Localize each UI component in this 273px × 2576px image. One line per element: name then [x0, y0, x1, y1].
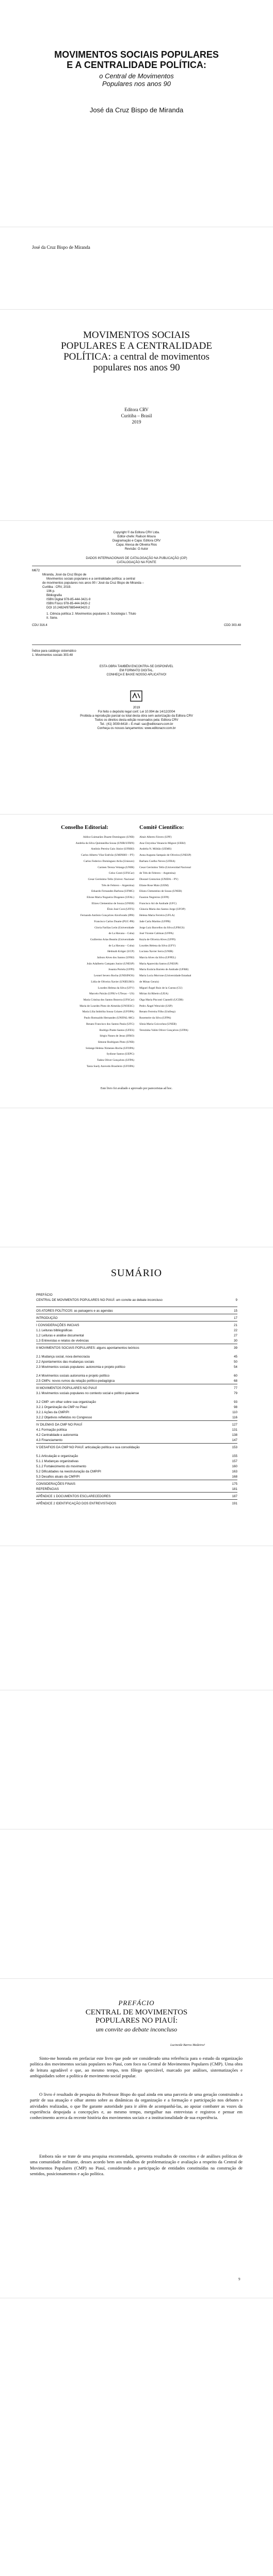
toc-page-number: 168	[232, 1475, 237, 1479]
toc-row[interactable]	[36, 1411, 237, 1415]
toc-page-number: 110	[232, 1411, 237, 1414]
scientific-committee-member: Terezinha Valim Oliver Gonçalves (UFPA)	[139, 1028, 188, 1032]
editorial-council-member: Sydione Santos (UEPG)	[106, 1053, 134, 1056]
toc-page-number: 153	[232, 1446, 237, 1449]
editorial-council-member: Celso Conti (UFSCar)	[108, 872, 134, 875]
cover-page	[0, 0, 273, 227]
scientific-committee-member: Luciana Xavier Serra (UNIR)	[139, 950, 173, 954]
toc-entry-text: APÊNDICE 2 IDENTIFICAÇÃO DOS ENTREVISTADOS	[36, 1502, 116, 1505]
editorial-council-member: Francisco Carlos Duarte (PUC-PR)	[94, 920, 134, 923]
toc-row[interactable]	[36, 1470, 237, 1474]
preface-paragraph: Embora não se trate de uma pesquisa encomendada, apresenta resultados de conceitos e de análises políticas de uma comunidade militante, desses acordo bem aos trabalhos de problematização e avaliação a respeito da Central de Movimentos Populares (CMP) no Piauí, considerando a participação de entidades constituídas na construção de sentidos, posicionamentos e ação política.	[30, 2154, 243, 2176]
editorial-council-member: Maria de Lourdes Pinto de Almeida (UNOESC)	[79, 1004, 134, 1008]
toc-page-number: 127	[232, 1423, 237, 1427]
catalog-contact: 2019 Foi feito o depósito legal conf. Lei 10.994 de 14/12/2004 Proibida a reprodução parcial ou total desta obra sem autorização da Editora CRV Todos os direitos desta edição reservados pela: Editora CRV Tel.: (41) 3039-6418 – E-mail: sac@editoracrv.com.br Conheça os nossos lançamentos: www.editoracrv.com.br	[80, 706, 193, 730]
scientific-committee-member: Olga Maria Pisconti Ciantelli (UCDB)	[139, 998, 183, 1002]
editorial-council-member: Fernando Antônio Gonçalves Alcoforado (IPB)	[80, 914, 134, 918]
editorial-council-member: Guillermo Arias Beatón (Universidade	[90, 938, 134, 941]
editorial-council-member: Élsio José Corá (UFFS)	[107, 908, 134, 911]
toc-entry-text: 4.3 Financiamento	[36, 1438, 62, 1442]
page-divider	[0, 1978, 273, 1979]
toc-row[interactable]	[36, 1346, 237, 1350]
toc-row[interactable]	[36, 1324, 237, 1328]
toc-row[interactable]	[36, 1465, 237, 1469]
toc-page-number: 27	[234, 1334, 237, 1337]
preface-subtitle: um convite ao debate inconcluso	[95, 2026, 178, 2033]
toc-row[interactable]	[36, 1433, 237, 1437]
scientific-committee-member: Andréia N. Militão (UEMS)	[139, 848, 172, 851]
toc-entry-text: IV DILEMAS DA CMP NO PIAUÍ	[36, 1423, 82, 1427]
scientific-committee-member: Jorge Luiz Barcellos da Silva (UFRGS)	[139, 926, 185, 929]
scientific-committee-member: Marcia Alves da Silva (UFPEL)	[139, 956, 176, 960]
scientific-committee-member: Renato Ferreira Filho (Unifesp)	[139, 1010, 175, 1014]
toc-entry-text: 1.1 Leituras bibliográficas	[36, 1329, 73, 1332]
toc-row[interactable]	[36, 1438, 237, 1443]
toc-row[interactable]	[36, 1392, 237, 1396]
editorial-council-member: Eduardo Fernandes Barbosa (UFMG)	[91, 890, 134, 893]
toc-page-number: 191	[232, 1502, 237, 1505]
editorial-council-member: Maria Cristina dos Santos Bezerra (UFSCar)	[83, 998, 134, 1002]
editorial-council-heading: Conselho Editorial:	[61, 824, 108, 831]
toc-page-number: 17	[234, 1316, 237, 1320]
editorial-council-member: Gloria Fariñas León (Universidade	[94, 926, 134, 929]
scientific-committee-member: Rosemeire da Silva (UFPA)	[139, 1016, 171, 1020]
editorial-council-member: Lourdes Helena da Silva (UFV)	[98, 986, 134, 990]
toc-page-number: 22	[234, 1329, 237, 1332]
scientific-committee-member: de Minas Gerais)	[139, 980, 159, 984]
scientific-committee-member: Helena Maria Ferreira (UFLA)	[139, 914, 175, 918]
toc-entry-text: 5.3 Desafios atuais da CMP/PI	[36, 1475, 80, 1479]
title-page-year: 2019	[132, 419, 141, 425]
toc-entry-text: I CONSIDERAÇÕES INICIAIS	[36, 1324, 79, 1327]
toc-page-number: 39	[234, 1346, 237, 1350]
toc-page-number: 60	[234, 1374, 237, 1378]
catalog-index: Índice para catálogo sistemático 1. Movimentos sociais 303.48	[32, 650, 76, 657]
summary-title: SUMÁRIO	[110, 1267, 163, 1279]
toc-entry-text: 2.5 CMPs: novos rumos da relação político-pedagógica	[36, 1379, 115, 1383]
scientific-committee-member: Maria Aparecida Santos (UNESP)	[139, 962, 179, 965]
toc-entry-text: PREFÁCIO	[36, 1293, 53, 1297]
scientific-committee-member: Jade Carla Martins (UFPR)	[139, 920, 171, 923]
scientific-committee-member: Fauston Negreiros (UFPI)	[139, 896, 169, 900]
editorial-council-member: Três de Febrero – Argentina)	[101, 884, 134, 887]
editorial-council-member: Rodrigo Pratte-Santos (UFES)	[99, 1028, 134, 1032]
toc-page-number: 54	[234, 1365, 237, 1369]
scientific-committee-member: Pedro Ángel Wencisle (USP)	[139, 1004, 173, 1008]
preface-paragraph: Sinto-me honrada em prefaciar este livro que pode ser considerado uma referência para o estudo da organização política dos movimentos sociais populares no Piauí, com foco na Central de Movimentos Populares (CMP). Uma obra de leitura agradável e que, ao mesmo tempo, tem fôlego apreciável, marcado por análises, sistematizações e ambiguidades sobre a política de movimento social popular.	[30, 2056, 243, 2078]
editorial-council-member: Renato Francisco dos Santos Paula (UFG)	[86, 1022, 134, 1026]
toc-entry-text: V DESAFIOS DA CMP NO PIAUÍ: articulação política e sua consolidação	[36, 1446, 140, 1449]
toc-entry-text: 5.1.1 Mudanças organizativas	[36, 1460, 79, 1463]
editorial-council-member: Paulo Romualdo Hernandes (UNIFAL-MG)	[84, 1016, 134, 1020]
editorial-council-member: Sérgio Nunes de Jesus (IFRO)	[100, 1035, 134, 1038]
editorial-council-member: Solange Helena Ximenes-Rocha (UFOPA)	[85, 1046, 134, 1050]
toc-entry-text: 3.1 Movimentos sociais populares no contexto social e político piauiense	[36, 1392, 139, 1395]
toc-page-number: 163	[232, 1470, 237, 1473]
toc-row[interactable]	[36, 1355, 237, 1359]
toc-entry-text: 2.2 Apontamentos das mudanças sociais	[36, 1360, 94, 1364]
toc-row[interactable]	[36, 1502, 237, 1506]
scientific-committee-member: Ana Chrystina Venancio Mignot (UERJ)	[139, 841, 186, 845]
cip-entry: M672 Miranda, José da Cruz Bispo de Movimentos sociais populares e a centralidade política: a central de movimentos populares nos anos 90 / José da Cruz Bispo de Miranda – Curitiba : CRV, 2019. 196 p. Bibliografia ISBN Digital 978-85-444-3421-9 ISBN Físico 978-85-444-3420-2 DOI 10.24824/978854443420.2 1. Ciência política 2. Movimentos populares 3. Sociologia I. Título II. Série. CDU 316.4 CDD 303.48	[32, 569, 241, 627]
toc-row[interactable]	[36, 1487, 237, 1492]
editorial-council-member: Carlos Alberto Vilar Estêvão (UMINHO – PT)	[81, 854, 134, 857]
toc-row[interactable]	[36, 1400, 237, 1404]
editorial-council-member: Leonel Severo Rocha (UNISINOS)	[93, 974, 134, 978]
toc-page-number: 160	[232, 1465, 237, 1468]
editorial-council-member: de La Havana – Cuba)	[108, 932, 134, 936]
toc-row[interactable]	[36, 1339, 237, 1343]
toc-entry-text: 3.2.1 Organização da CMP no Piauí	[36, 1405, 87, 1409]
toc-page-number: 116	[232, 1416, 237, 1419]
toc-divider	[36, 1420, 237, 1421]
toc-page-number: 9	[235, 1298, 237, 1302]
catalog-credits: Copyright © da Editora CRV Ltda. Editor-chefe: Railson Moura Diagramação e Capa: Editora CRV Capa: Alexsa de Oliveira Rios Revisão: O Autor	[112, 531, 161, 551]
toc-row[interactable]	[36, 1475, 237, 1479]
toc-page-number: 45	[234, 1355, 237, 1359]
editorial-council-member: Tadeu Oliver Gonçalves (UFPA)	[97, 1059, 134, 1062]
toc-entry-text: REFERÊNCIAS	[36, 1487, 59, 1491]
editorial-council-member: Andréia da Silva Quintanilha Sousa (UNIR/UFRN)	[75, 841, 134, 845]
toc-row[interactable]	[36, 1423, 237, 1427]
preface-paragraph: O livro é resultado de pesquisa do Professor Bispo do qual ainda em uma parceria de uma geração construindo a partir de sua atuação e olhar atento sobre as dinâmicas da organização e a formação e participação nos debates e atividades realizadas, o que lhe garante autoridade para ir além de acompanhá-las, ao apoiar combater as vozes da experiência despojada a concepções e, ao mesmo tempo, mergulhar nas entrevistas e registros e pensar em conhecimento acerca da recente história dos movimentos sociais e a institucionalidade de sua experiência.	[30, 2092, 243, 2121]
toc-entry-text: 2.4 Movimentos sociais autonomia e projeto político	[36, 1374, 110, 1378]
toc-page-number: 181	[232, 1487, 237, 1491]
editorial-council-member: Marcelo Paixão (UFRJ e UTexas – US)	[89, 992, 134, 996]
toc-entry-text: CENTRAL DE MOVIMENTOS POPULARES NO PIAUÍ: um convite ao debate inconcluso	[36, 1298, 163, 1302]
cip-heading: DADOS INTERNACIONAIS DE CATALOGAÇÃO NA PUBLICAÇÃO (CIP) CATALOGAÇÃO NA FONTE	[86, 557, 187, 564]
editorial-council-member: Jailson Alves dos Santos (UFRJ)	[97, 956, 134, 960]
toc-entry-text: 4.2 Centralidade e autonomia	[36, 1433, 78, 1437]
publisher-logo-icon	[130, 690, 142, 702]
toc-row[interactable]	[36, 1446, 237, 1450]
editorial-council-member: Josania Portela (UFPI)	[108, 968, 134, 972]
toc-page-number: 157	[232, 1460, 237, 1463]
editorial-council-member: Simone Rodrigues Pinto (UNB)	[98, 1040, 134, 1044]
scientific-committee-member: Keyla de Oliveira Alves (UFPI)	[139, 938, 175, 941]
toc-page-number: 30	[234, 1339, 237, 1343]
toc-page-number: 147	[232, 1438, 237, 1442]
editorial-council-member: de La Havana – Cuba)	[108, 944, 134, 947]
toc-row[interactable]	[36, 1334, 237, 1338]
editorial-council-member: Elione Maria Nogueira Diogenes (UFAL)	[87, 896, 134, 900]
toc-row[interactable]	[36, 1416, 237, 1420]
toc-page-number: 131	[232, 1428, 237, 1432]
page-divider	[0, 814, 273, 815]
editorial-council-member: Aldira Guimarães Duarte Domínguez (UNB)	[83, 836, 134, 839]
toc-row[interactable]	[36, 1379, 237, 1383]
scientific-committee-member: Anna Augusta Sampaio de Oliveira (UNESP)	[139, 854, 191, 857]
scientific-committee-member: Cesar Gerónimo Tello (Universidad Nacional	[139, 866, 191, 869]
toc-page-number: 50	[234, 1360, 237, 1364]
toc-row[interactable]	[36, 1293, 237, 1297]
toc-page-number: 93	[234, 1400, 237, 1404]
scientific-committee-member: Barbara Coelho Neves (UFBA)	[139, 859, 175, 863]
toc-page-number: 155	[232, 1454, 237, 1458]
editorial-council-member: Carmen Tereza Velanga (UNIR)	[98, 866, 134, 869]
toc-entry-text: III MOVIMENTOS POPULARES NO PIAUÍ	[36, 1386, 97, 1390]
half-title-author: José da Cruz Bispo de Miranda	[32, 245, 90, 250]
toc-row[interactable]	[36, 1454, 237, 1459]
toc-entry-text: 3.2.2 Objetivos refletidos no Congresso	[36, 1416, 92, 1419]
toc-row[interactable]	[36, 1365, 237, 1369]
toc-row[interactable]	[36, 1329, 237, 1333]
title-page-title: MOVIMENTOS SOCIAIS POPULARES E A CENTRALIDADE POLÍTICA: a central de movimentos populares nos anos 90	[61, 330, 212, 373]
toc-entry-text: 3.2 CMP: um olhar sobre sua organização	[36, 1400, 96, 1404]
toc-entry-text: INTRODUÇÃO	[36, 1316, 58, 1320]
scientific-committee-member: Mirian Sá Ribeiro (UEA)	[139, 992, 169, 996]
toc-page-number: 68	[234, 1379, 237, 1383]
editorial-council-member: Cesar Gerónimo Tello (Univer. Nacional	[88, 877, 134, 881]
toc-entry-text: OS ATORES POLÍTICOS: as paisagens e as agendas	[36, 1309, 113, 1313]
toc-entry-text: APÊNDICE 1 DOCUMENTOS ESCLARECEDORES	[36, 1495, 111, 1498]
editorial-council-member: Maria Lília Imbiriba Sousa Colares (UFOPA)	[82, 1010, 134, 1014]
scientific-committee-member: Lourdes Helena da Silva (UFV)	[139, 944, 176, 947]
scientific-committee-member: Altair Alberto Fávero (UPF)	[139, 836, 172, 839]
page-divider	[0, 520, 273, 521]
toc-page-number: 138	[232, 1433, 237, 1437]
editorial-council-member: Carlos Federico Dominguez Avila (Unieuro)	[84, 859, 134, 863]
toc-entry-text: 1.3 Entrevistas e relatos de vivências	[36, 1339, 89, 1343]
scientific-committee-member: Maria Lucia Morrone (Universidade Estadual	[139, 974, 191, 978]
council-footer: Este livro foi avaliado e aprovado por pareceristas ad hoc.	[100, 1087, 173, 1090]
scientific-committee-member: Sônia Maria Goicochea (UNEB)	[139, 1022, 176, 1026]
toc-entry-text: 3.2.1 Ações da CMP/PI	[36, 1411, 69, 1414]
toc-entry-text: 1.2 Leituras e análise documental	[36, 1334, 84, 1337]
toc-page-number: 79	[234, 1392, 237, 1395]
toc-divider	[36, 1492, 237, 1493]
toc-row[interactable]	[36, 1495, 237, 1499]
toc-page-number: 15	[234, 1309, 237, 1313]
toc-row[interactable]	[36, 1482, 237, 1486]
cover-subtitle: o Central de Movimentos Populares nos anos 90	[99, 72, 174, 88]
toc-row[interactable]	[36, 1460, 237, 1464]
editorial-council-member: Elizeu Clementino de Souza (UNEB)	[91, 902, 134, 905]
toc-entry-text: 2.3 Movimentos sociais populares: autonomia e projeto político	[36, 1365, 125, 1369]
title-page-publisher: Editora CRV	[124, 407, 149, 412]
editorial-council-member: João Adalberto Campato Junior (UNESP)	[87, 962, 134, 965]
toc-row[interactable]	[36, 1360, 237, 1364]
toc-row[interactable]	[36, 1374, 237, 1378]
toc-divider	[36, 1499, 237, 1500]
toc-entry-text: 5.1.2 Fortalecimento do movimento	[36, 1465, 86, 1468]
preface-heading: PREFÁCIO	[118, 1999, 155, 2007]
page-divider	[0, 309, 273, 310]
preface-title: CENTRAL DE MOVIMENTOS POPULARES NO PIAUÍ:	[85, 2008, 188, 2025]
scientific-committee-member: Gláucia Maria dos Santos Jorge (UFOP)	[139, 908, 185, 911]
cover-title: MOVIMENTOS SOCIAIS POPULARES E A CENTRALIDADE POLÍTICA:	[54, 49, 219, 70]
title-page-city: Curitiba – Brasil	[121, 413, 152, 418]
toc-row[interactable]	[36, 1428, 237, 1432]
toc-entry-text: CONSIDERAÇÕES FINAIS	[36, 1482, 75, 1486]
toc-entry-text: 5.1 Articulação e organização	[36, 1454, 78, 1458]
toc-entry-text: 2.1 Mudança social, nova democracia	[36, 1355, 90, 1359]
toc-row[interactable]	[36, 1316, 237, 1320]
catalog-rights: ESTA OBRA TAMBÉM ENCONTRA-SE DISPONÍVEL EM FORMATO DIGITAL. CONHEÇA E BAIXE NOSSO APLICATIVO!	[99, 665, 174, 676]
toc-row[interactable]	[36, 1386, 237, 1391]
editorial-council-member: Antônio Pereira Gaio Júnior (UFRRJ)	[91, 848, 134, 851]
toc-row[interactable]	[36, 1405, 237, 1410]
toc-entry-text: 5.2 Dificuldades na reestruturação da CMP/PI	[36, 1470, 101, 1473]
scientific-committee-list	[139, 835, 237, 1033]
toc-row[interactable]	[36, 1309, 237, 1313]
toc-page-number: 187	[232, 1495, 237, 1498]
cover-author: José da Cruz Bispo de Miranda	[89, 106, 184, 114]
editorial-council-list	[41, 835, 134, 1070]
scientific-committee-member: Eliane Rose Maio (UEM)	[139, 884, 169, 887]
scientific-committee-member: Miguel Ángel Ruiz de la Cuesta (CU)	[139, 986, 183, 990]
page-number: 9	[238, 2277, 240, 2281]
toc-entry-text: 4.1 Formação política	[36, 1428, 67, 1432]
toc-row[interactable]	[36, 1298, 237, 1302]
scientific-committee-member: Maria Eurácia Barreto de Andrade (UFRB)	[139, 968, 189, 972]
scientific-committee-member: Elizeu Clementino de Souza (UNEB)	[139, 890, 182, 893]
preface-author: Lucineide Barros Medeiros¹	[170, 2044, 205, 2047]
scientific-committee-member: Francisco Ari de Andrade (UFC)	[139, 902, 177, 905]
scientific-committee-member: de Três de Febrero – Argentina)	[139, 872, 176, 875]
toc-page-number: 175	[232, 1482, 237, 1486]
toc-entry-text: II MOVIMENTOS SOCIAIS POPULARES: alguns apontamentos teóricos	[36, 1346, 139, 1350]
toc-divider	[36, 1443, 237, 1444]
toc-page-number: 98	[234, 1405, 237, 1409]
toc-page-number: 21	[234, 1324, 237, 1327]
editorial-council-member: Tania Suely Azevedo Brasileiro (UFOPA)	[86, 1064, 134, 1068]
scientific-committee-member: Diosnel Centurion (UNIDA – PY)	[139, 877, 179, 881]
editorial-council-member: Helmuth Krüger (UCP)	[107, 950, 134, 954]
scientific-committee-member: José Vicente Caliman (UFPA)	[139, 932, 174, 936]
scientific-committee-heading: Comitê Científico:	[139, 824, 184, 831]
toc-page-number: 77	[234, 1386, 237, 1390]
editorial-council-member: Lídia de Oliveira Xavier (UNIEURO)	[91, 980, 134, 984]
